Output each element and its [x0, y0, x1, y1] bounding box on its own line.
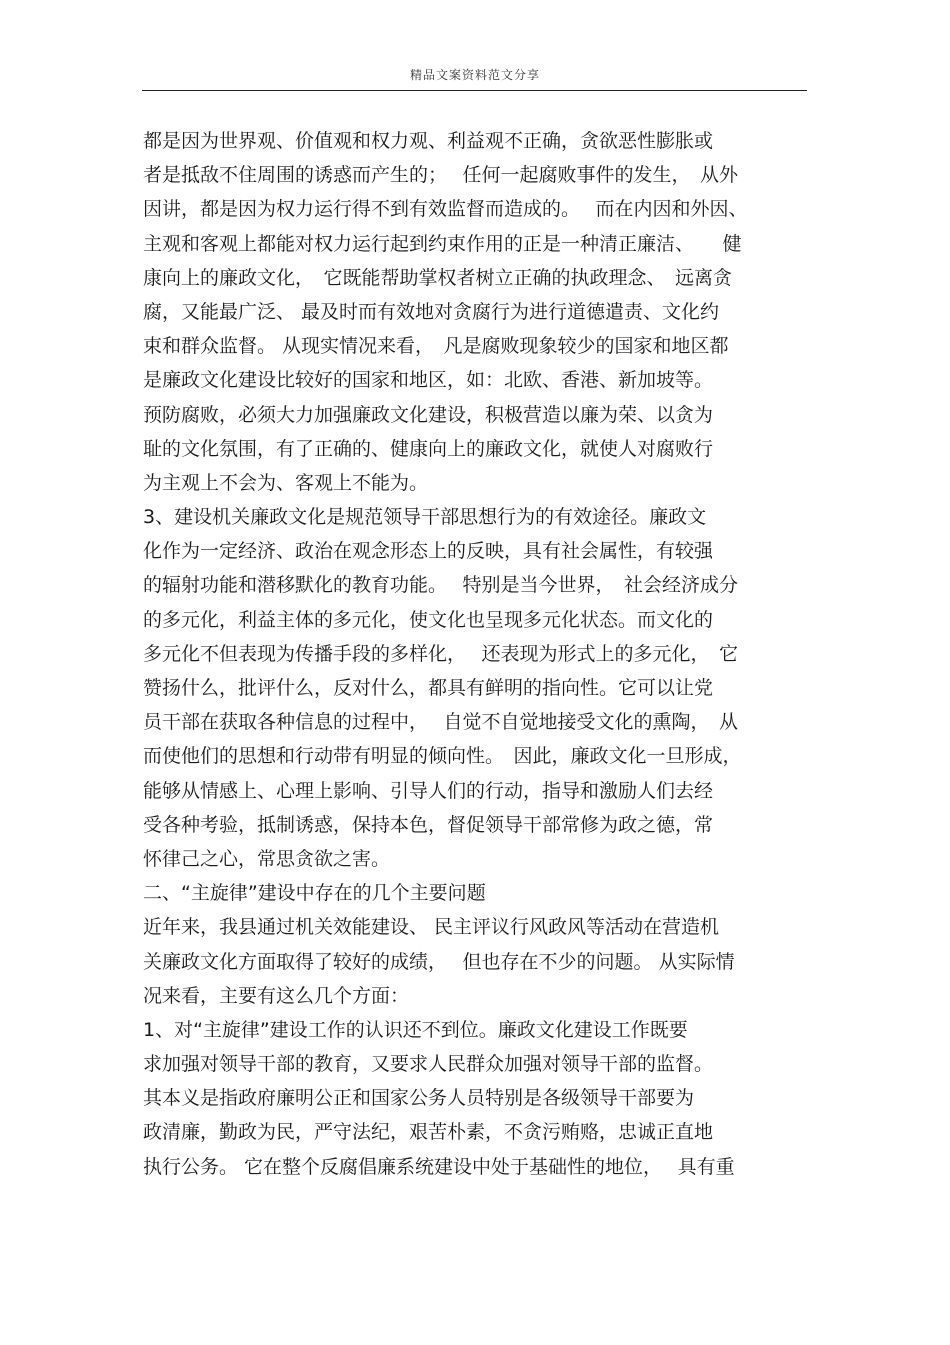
text-line: 康向上的廉政文化， 它既能帮助掌权者树立正确的执政理念、 远离贪 [143, 266, 733, 289]
text-line: 束和群众监督。 从现实情况来看， 凡是腐败现象较少的国家和地区都 [143, 335, 729, 358]
text-line: 怀律己之心，常思贪欲之害。 [143, 847, 391, 870]
text-line: 关廉政文化方面取得了较好的成绩， 但也存在不少的问题。 从实际情 [143, 950, 735, 973]
text-line: 员干部在获取各种信息的过程中， 自觉不自觉地接受文化的熏陶， 从 [143, 711, 739, 734]
text-line: 为主观上不会为、客观上不能为。 [143, 471, 429, 494]
text-line: 其本义是指政府廉明公正和国家公务人员特别是各级领导干部要为 [143, 1087, 695, 1110]
text-line: 能够从情感上、心理上影响、引导人们的行动，指导和激励人们去经 [143, 779, 714, 802]
text-line: 的多元化，利益主体的多元化，使文化也呈现多元化状态。而文化的 [143, 608, 714, 631]
text-line: 多元化不但表现为传播手段的多样化， 还表现为形式上的多元化， 它 [143, 642, 739, 665]
text-line: 预防腐败，必须大力加强廉政文化建设，积极营造以廉为荣、以贪为 [143, 403, 714, 426]
text-line: 政清廉，勤政为民，严守法纪，艰苦朴素，不贪污贿赂，忠诚正直地 [143, 1121, 714, 1144]
text-line: 的辐射功能和潜移默化的教育功能。 特别是当今世界， 社会经济成分 [143, 574, 739, 597]
text-line: 3、建设机关廉政文化是规范领导干部思想行为的有效途径。廉政文 [143, 506, 707, 529]
text-line: 赞扬什么，批评什么，反对什么，都具有鲜明的指向性。它可以让党 [143, 677, 714, 699]
section-heading: 二、“主旋律”建设中存在的几个主要问题 [143, 882, 486, 905]
text-line: 况来看，主要有这么几个方面： [143, 984, 410, 1007]
text-line: 是廉政文化建设比较好的国家和地区，如：北欧、香港、新加坡等。 [143, 369, 714, 392]
text-line: 执行公务。 它在整个反腐倡廉系统建设中处于基础性的地位， 具有重 [143, 1155, 735, 1178]
text-line: 腐，又能最广泛、 最及时而有效地对贪腐行为进行道德遣责、文化约 [143, 300, 720, 323]
text-line: 主观和客观上都能对权力运行起到约束作用的正是一种清正廉洁、 健 [143, 232, 742, 255]
document-body [143, 124, 807, 1184]
header-divider [142, 90, 807, 91]
text-line: 求加强对领导干部的教育，又要求人民群众加强对领导干部的监督。 [143, 1053, 714, 1076]
text-line: 而使他们的思想和行动带有明显的倾向性。 因此，廉政文化一旦形成， [143, 745, 742, 768]
text-line: 化作为一定经济、政治在观念形态上的反映，具有社会属性，有较强 [143, 540, 714, 563]
text-line: 1、对“主旋律”建设工作的认识还不到位。廉政文化建设工作既要 [143, 1018, 688, 1041]
text-line: 近年来，我县通过机关效能建设、 民主评议行风政风等活动在营造机 [143, 916, 720, 939]
text-line: 受各种考验，抵制诱惑，保持本色，督促领导干部常修为政之德，常 [143, 813, 714, 836]
text-line: 者是抵敌不住周围的诱惑而产生的； 任何一起腐败事件的发生， 从外 [143, 164, 739, 187]
page-header: 精品文案资料范文分享 [409, 68, 540, 82]
text-line: 都是因为世界观、价值观和权力观、利益观不正确，贪欲恶性膨胀或 [143, 130, 714, 152]
text-line: 耻的文化氛围，有了正确的、健康向上的廉政文化，就使人对腐败行 [143, 437, 714, 460]
text-line: 因讲，都是因为权力运行得不到有效监督而造成的。 而在内因和外因、 [143, 198, 748, 221]
